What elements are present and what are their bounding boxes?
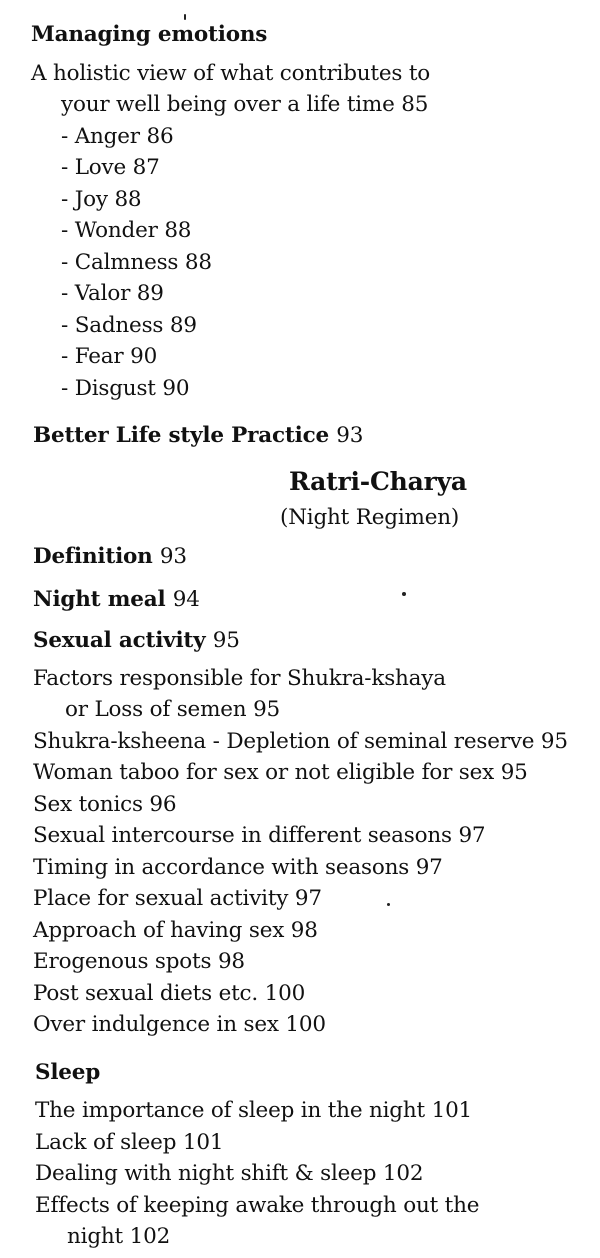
entry-joy: - Joy 88: [61, 187, 142, 212]
entry-importance-of-sleep: The importance of sleep in the night 101: [35, 1098, 473, 1123]
entry-woman-taboo: Woman taboo for sex or not eligible for sex 95: [33, 760, 528, 785]
heading-sexual-activity-page: 95: [212, 628, 240, 653]
entry-shukra-kshaya-line1: Factors responsible for Shukra-kshaya: [33, 666, 446, 691]
heading-sleep: Sleep: [35, 1060, 101, 1085]
entry-night-shift: Dealing with night shift & sleep 102: [35, 1161, 424, 1186]
entry-wonder: - Wonder 88: [61, 218, 192, 243]
heading-managing-emotions: Managing emotions: [31, 22, 268, 47]
heading-night-meal-page: 94: [172, 587, 200, 612]
entry-anger: - Anger 86: [61, 124, 174, 149]
heading-definition-label: Definition: [33, 544, 153, 569]
entry-valor: - Valor 89: [61, 281, 164, 306]
entry-shukra-kshaya-line2: or Loss of semen 95: [65, 697, 281, 722]
heading-sexual-activity: [33, 630, 240, 652]
entry-place: Place for sexual activity 97: [33, 886, 322, 911]
entry-sadness: - Sadness 89: [61, 313, 197, 338]
scan-speck: [184, 14, 186, 20]
entry-keeping-awake-line1: Effects of keeping awake through out the: [35, 1193, 480, 1218]
entry-post-sexual-diets: Post sexual diets etc. 100: [33, 981, 306, 1006]
heading-better-life-style-page: 93: [336, 423, 364, 448]
chapter-title: Ratri-Charya: [289, 467, 467, 496]
entry-approach: Approach of having sex 98: [33, 918, 318, 943]
entry-love: - Love 87: [61, 155, 160, 180]
scan-speck: [402, 592, 406, 596]
heading-night-meal-label: Night meal: [33, 587, 166, 612]
entry-lack-of-sleep: Lack of sleep 101: [35, 1130, 224, 1155]
heading-better-life-style-label: Better Life style Practice: [33, 423, 329, 448]
entry-keeping-awake-line2: night 102: [67, 1224, 171, 1249]
heading-definition-page: 93: [159, 544, 187, 569]
entry-intercourse-seasons: Sexual intercourse in different seasons 97: [33, 823, 486, 848]
entry-disgust: - Disgust 90: [61, 376, 190, 401]
entry-over-indulgence: Over indulgence in sex 100: [33, 1012, 326, 1037]
entry-erogenous-spots: Erogenous spots 98: [33, 949, 245, 974]
entry-holistic-view-line1: A holistic view of what contributes to: [31, 61, 431, 86]
entry-holistic-view-line2: your well being over a life time 85: [61, 92, 429, 117]
scan-speck: [387, 903, 390, 906]
heading-definition: [33, 546, 187, 568]
entry-sex-tonics: Sex tonics 96: [33, 792, 177, 817]
heading-sexual-activity-label: Sexual activity: [33, 628, 206, 653]
heading-better-life-style: [33, 425, 363, 447]
chapter-subtitle: (Night Regimen): [280, 505, 460, 530]
entry-fear: - Fear 90: [61, 344, 158, 369]
entry-calmness: - Calmness 88: [61, 250, 212, 275]
heading-night-meal: [33, 589, 200, 611]
entry-timing-seasons: Timing in accordance with seasons 97: [33, 855, 443, 880]
entry-shukra-ksheena: Shukra-ksheena - Depletion of seminal reserve 95: [33, 729, 568, 754]
